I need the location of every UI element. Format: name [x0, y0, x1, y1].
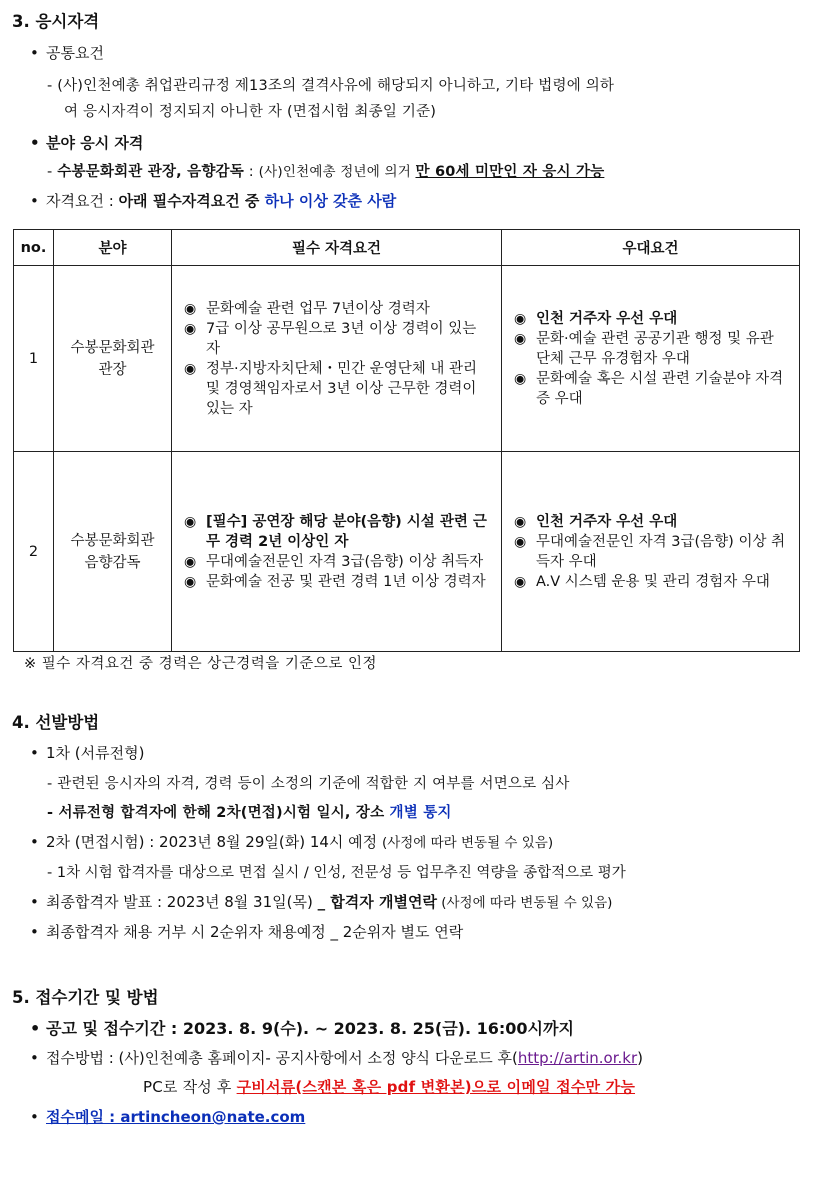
- method-text: 접수방법 : (사)인천예총 홈페이지- 공지사항에서 소정 양식 다운로드 후(: [46, 1049, 518, 1067]
- first-stage-notice: - 서류전형 합격자에 한해 2차(면접)시험 일시, 장소: [47, 805, 390, 821]
- radio-bullet-icon: ◉: [514, 370, 527, 387]
- method-close: ): [637, 1049, 643, 1067]
- list-item: ◉ A.V 시스템 운용 및 관리 경험자 우대: [514, 573, 770, 590]
- rejection-bullet: • 최종합격자 채용 거부 시 2순위자 채용예정 _ 2순위자 별도 연락: [30, 923, 464, 941]
- email-bullet: • 접수메일 : artincheon@nate.com: [30, 1108, 306, 1126]
- application-email[interactable]: 접수메일 : artincheon@nate.com: [46, 1108, 306, 1126]
- row-number: 2: [14, 452, 54, 652]
- header-no: no.: [14, 230, 54, 266]
- first-stage-individual-notice: 개별 통지: [389, 805, 452, 821]
- final-announce-label: 최종합격자 발표 : 2023년 8월 31일(목): [46, 893, 318, 911]
- method-line-2-text: PC로 작성 후: [143, 1078, 237, 1096]
- qualification-text: 아래 필수자격요건 중: [118, 192, 265, 210]
- first-stage-label: 1차 (서류전형): [46, 744, 145, 762]
- qualification-highlight: 하나 이상 갖춘 사람: [264, 192, 397, 210]
- radio-bullet-icon: ◉: [184, 573, 197, 590]
- list-item: ◉ 7급 이상 공무원으로 3년 이상 경력이 있는 자: [184, 320, 477, 357]
- radio-bullet-icon: ◉: [184, 360, 197, 377]
- field-line-1: 수봉문화회관: [70, 532, 155, 549]
- table-header-row: [14, 230, 800, 266]
- row-number: 1: [14, 266, 54, 452]
- second-stage-note: (사정에 따라 변동될 수 있음): [381, 835, 554, 851]
- requirements-table: [13, 229, 800, 652]
- preferred-list: [502, 452, 800, 652]
- radio-bullet-icon: ◉: [514, 310, 527, 327]
- common-requirement-line-2: 여 응시자격이 정지되지 아니한 자 (면접시험 최종일 기준): [64, 104, 437, 120]
- field-text: (사)인천예총 정년에 의거: [258, 164, 416, 180]
- row-field: [54, 452, 172, 652]
- field-positions: 수봉문화회관 관장, 음향감독: [57, 164, 244, 180]
- list-item: ◉ 문화·예술 관련 공공기관 행정 및 유관 단체 근무 유경험자 우대: [514, 330, 774, 367]
- list-item: ◉ 문화예술 전공 및 관련 경력 1년 이상 경력자: [184, 573, 486, 590]
- second-stage-label: 2차 (면접시험) : 2023년 8월 29일(화) 14시 예정: [46, 833, 382, 851]
- second-stage-line: - 1차 시험 합격자를 대상으로 면접 실시 / 인성, 전문성 등 업무추진 역량을 종합적으로 평가: [47, 865, 626, 881]
- radio-bullet-icon: ◉: [514, 330, 527, 347]
- list-item: ◉ 문화예술 혹은 시설 관련 기술분야 자격증 우대: [514, 370, 784, 407]
- preferred-list: [502, 266, 800, 452]
- header-field: 분야: [54, 230, 172, 266]
- radio-bullet-icon: ◉: [184, 300, 197, 317]
- final-announce-bullet: • 최종합격자 발표 : 2023년 8월 31일(목) _ 합격자 개별연락 (사정에 따라 변동될 수 있음): [30, 893, 613, 911]
- section-4-title: 4. 선발방법: [12, 713, 100, 732]
- age-limit: 만 60세 미만인 자 응시 가능: [415, 164, 605, 180]
- first-stage-line-2: [47, 801, 452, 822]
- field-line-2: 관장: [98, 361, 127, 378]
- radio-bullet-icon: ◉: [184, 553, 197, 570]
- second-stage-bullet: • 2차 (면접시험) : 2023년 8월 29일(화) 14시 예정 (사정에 따라 변동될 수 있음): [30, 833, 554, 851]
- common-requirement-bullet: • 공통요건: [30, 44, 104, 62]
- homepage-link[interactable]: http://artin.or.kr: [517, 1049, 638, 1067]
- list-item: ◉ 무대예술전문인 자격 3급(음향) 이상 취득자: [184, 553, 484, 570]
- application-period: 공고 및 접수기간 : 2023. 8. 9(수). ~ 2023. 8. 25(금). 16:00시까지: [46, 1019, 574, 1038]
- method-line-2: [143, 1076, 635, 1097]
- field-qualification-bullet: • 분야 응시 자격: [30, 134, 144, 152]
- method-email-only: 구비서류(스캔본 혹은 pdf 변환본)으로 이메일 접수만 가능: [236, 1078, 636, 1096]
- colon: :: [243, 164, 259, 180]
- qualification-bullet: • 자격요건 : 아래 필수자격요건 중 하나 이상 갖춘 사람: [30, 192, 397, 210]
- section-3-title: 3. 응시자격: [12, 12, 100, 31]
- list-item: ◉ 정부·지방자치단체・민간 운영단체 내 관리 및 경영책임자로서 3년 이상 근무한 경력이 있는 자: [184, 360, 478, 417]
- required-list: [172, 266, 502, 452]
- list-item: ◉ 인천 거주자 우선 우대: [514, 310, 678, 327]
- first-stage-line-1: - 관련된 응시자의 자격, 경력 등이 소정의 기준에 적합한 지 여부를 서면으로 심사: [47, 776, 570, 792]
- method-bullet: • 접수방법 : (사)인천예총 홈페이지- 공지사항에서 소정 양식 다운로드 후(http://artin.or.kr): [30, 1049, 643, 1067]
- field-qualification-label: 분야 응시 자격: [46, 134, 144, 152]
- common-requirement-line-1: - (사)인천예총 취업관리규정 제13조의 결격사유에 해당되지 아니하고, 기타 법령에 의하: [47, 78, 615, 94]
- required-list: [172, 452, 502, 652]
- table-note: ※ 필수 자격요건 중 경력은 상근경력을 기준으로 인정: [24, 656, 378, 672]
- field-line-1: 수봉문화회관: [70, 339, 155, 356]
- common-requirement-label: 공통요건: [46, 44, 104, 62]
- field-qualification-line: [47, 160, 604, 181]
- list-item: ◉ 무대예술전문인 자격 3급(음향) 이상 취득자 우대: [514, 533, 786, 570]
- table-row: [14, 266, 800, 452]
- field-line-2: 음향감독: [84, 554, 141, 571]
- list-item: ◉ 문화예술 관련 업무 7년이상 경력자: [184, 300, 430, 317]
- list-item: ◉ 인천 거주자 우선 우대: [514, 513, 678, 530]
- period-bullet: • 공고 및 접수기간 : 2023. 8. 9(수). ~ 2023. 8. 25(금). 16:00시까지: [30, 1019, 574, 1038]
- radio-bullet-icon: ◉: [184, 320, 197, 337]
- table-row: [14, 452, 800, 652]
- section-5-title: 5. 접수기간 및 방법: [12, 988, 159, 1007]
- header-required: 필수 자격요건: [172, 230, 502, 266]
- qualification-label: 자격요건 :: [46, 192, 119, 210]
- row-field: [54, 266, 172, 452]
- rejection-text: 최종합격자 채용 거부 시 2순위자 채용예정 _ 2순위자 별도 연락: [46, 923, 464, 941]
- radio-bullet-icon: ◉: [184, 513, 197, 530]
- list-item: ◉ [필수] 공연장 해당 분야(음향) 시설 관련 근무 경력 2년 이상인 자: [184, 513, 487, 550]
- dash: -: [47, 164, 58, 180]
- final-announce-note: (사정에 따라 변동될 수 있음): [436, 895, 613, 911]
- header-preferred: 우대요건: [502, 230, 800, 266]
- radio-bullet-icon: ◉: [514, 513, 527, 530]
- radio-bullet-icon: ◉: [514, 533, 527, 550]
- final-announce-contact: _ 합격자 개별연락: [317, 893, 437, 911]
- radio-bullet-icon: ◉: [514, 573, 527, 590]
- first-stage-bullet: • 1차 (서류전형): [30, 744, 145, 762]
